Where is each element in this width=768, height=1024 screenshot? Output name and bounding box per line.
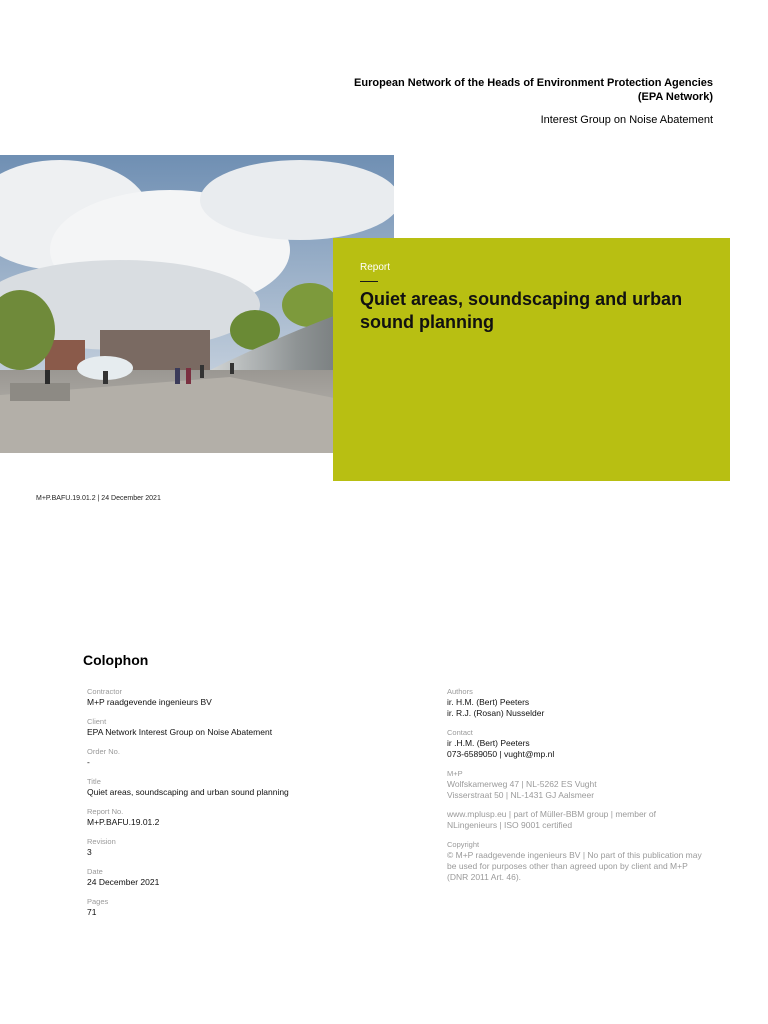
colophon-left-column: [87, 686, 367, 926]
colophon-field: [87, 776, 367, 798]
document-type-label: Report: [360, 262, 391, 273]
report-reference: M+P.BAFU.19.01.2 | 24 December 2021: [36, 495, 161, 502]
colophon-field: [447, 768, 717, 801]
colophon-field: [87, 806, 367, 828]
colophon-field-label: Date: [87, 867, 103, 876]
colophon-field-value: www.mplusp.eu | part of Müller-BBM group | member of: [447, 809, 656, 819]
colophon-field-label: Order No.: [87, 747, 120, 756]
title-divider: [360, 281, 378, 282]
colophon-field-value: 3: [87, 847, 92, 857]
interest-group-name: Interest Group on Noise Abatement: [540, 114, 713, 126]
colophon-field-value: EPA Network Interest Group on Noise Abatement: [87, 727, 273, 737]
colophon-field-value: Wolfskamerweg 47 | NL-5262 ES Vught: [447, 779, 597, 789]
colophon-right-column: [447, 686, 717, 891]
colophon-field-value: M+P raadgevende ingenieurs BV: [87, 697, 212, 707]
colophon-field-label: Pages: [87, 897, 109, 906]
colophon-field-value: M+P.BAFU.19.01.2: [87, 817, 160, 827]
colophon-field: [87, 896, 367, 918]
colophon-field-value: © M+P raadgevende ingenieurs BV | No part of this publication may: [447, 850, 702, 860]
colophon-field-label: Copyright: [447, 840, 480, 849]
colophon-field-label: Client: [87, 717, 107, 726]
colophon-field-value: be used for purposes other than agreed upon by client and M+P: [447, 861, 688, 871]
colophon-field-value: ir. H.M. (Bert) Peeters: [447, 697, 530, 707]
colophon-field-label: Revision: [87, 837, 116, 846]
colophon-field: [87, 686, 367, 708]
colophon-field: [87, 836, 367, 858]
colophon-field-value: ir. R.J. (Rosan) Nusselder: [447, 708, 545, 718]
colophon-field-value: NLingenieurs | ISO 9001 certified: [447, 820, 573, 830]
report-title: Quiet areas, soundscaping and urban sound planning: [360, 289, 683, 332]
colophon-field-value: (DNR 2011 Art. 46).: [447, 872, 522, 882]
colophon-field-value: Quiet areas, soundscaping and urban sound planning: [87, 787, 289, 797]
colophon-field-label: Title: [87, 777, 101, 786]
colophon-field: [87, 866, 367, 888]
colophon-field: [87, 716, 367, 738]
cover-title-panel: [333, 238, 730, 481]
colophon-field: [447, 839, 717, 883]
organization-name: European Network of the Heads of Environment Protection Agencies: [354, 77, 713, 89]
colophon-field-value: 24 December 2021: [87, 877, 160, 887]
colophon-field-value: -: [87, 757, 90, 767]
colophon-field-label: Contact: [447, 728, 473, 737]
colophon-field-value: ir .H.M. (Bert) Peeters: [447, 738, 530, 748]
organization-short-name: (EPA Network): [637, 91, 713, 103]
colophon-field-label: Authors: [447, 687, 473, 696]
colophon-field: [447, 727, 717, 760]
colophon-field-value: Visserstraat 50 | NL-1431 GJ Aalsmeer: [447, 790, 595, 800]
colophon-field-label: M+P: [447, 769, 463, 778]
colophon-heading: Colophon: [83, 652, 149, 668]
colophon-field: [87, 746, 367, 768]
colophon-field: [447, 809, 717, 831]
colophon-field-label: Report No.: [87, 807, 124, 816]
colophon-field: [447, 686, 717, 719]
publisher-header: [354, 76, 713, 126]
colophon-field-label: Contractor: [87, 687, 123, 696]
colophon-field-value: 71: [87, 907, 97, 917]
colophon-field-value: 073-6589050 | vught@mp.nl: [447, 749, 555, 759]
